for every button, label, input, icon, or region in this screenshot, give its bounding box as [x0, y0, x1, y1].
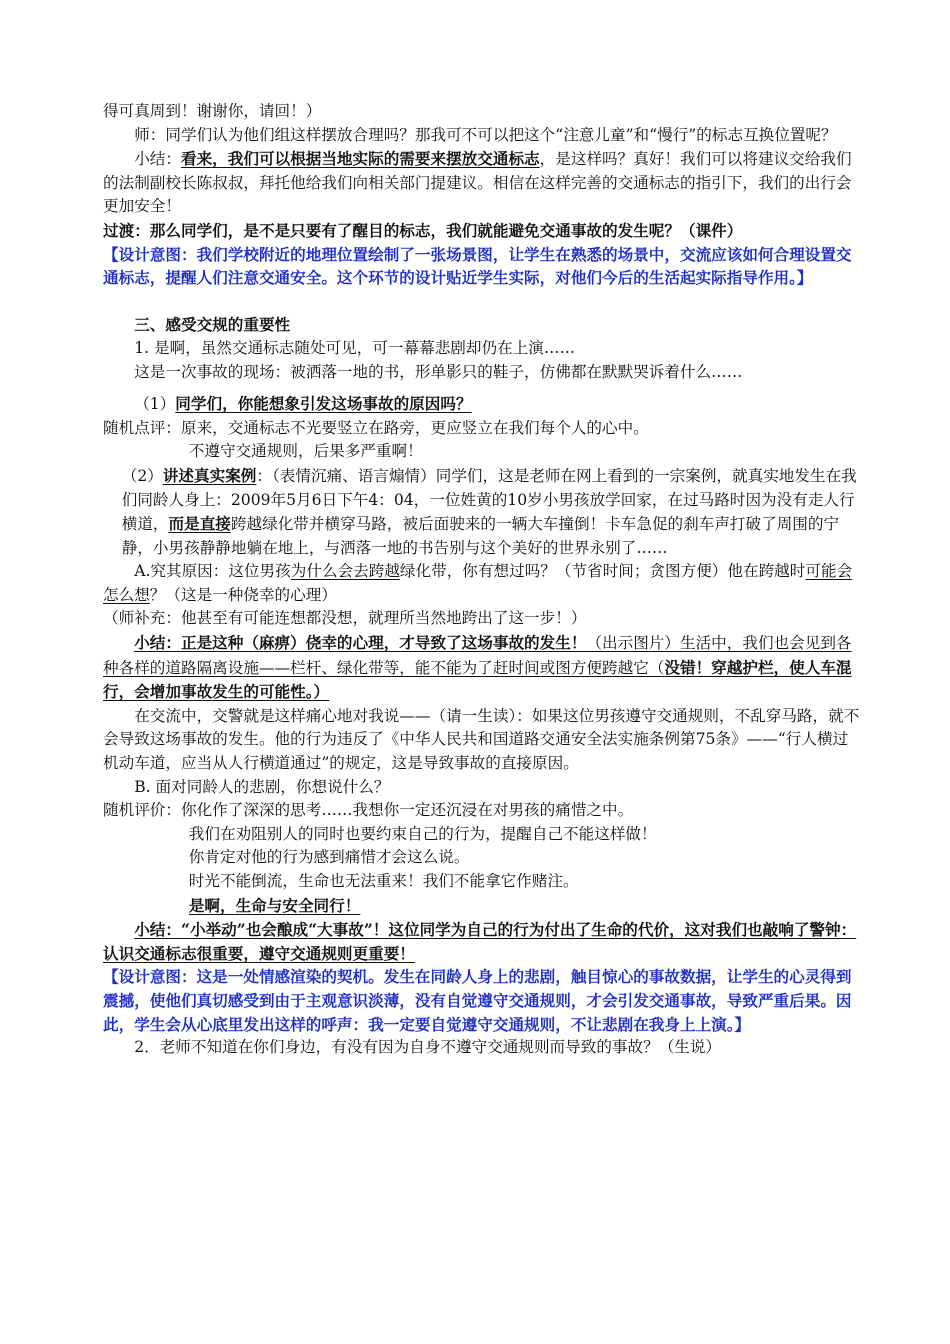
paragraph: 随机点评：原来，交通标志不光要竖立在路旁，更应竖立在我们每个人的心中。	[103, 418, 649, 437]
paragraph: 1. 是啊，虽然交通标志随处可见，可一幕幕悲剧却仍在上演……	[134, 338, 576, 357]
paragraph: 得可真周到！谢谢你，请回！）	[103, 102, 322, 120]
paragraph: 在交流中，交警就是这样痛心地对我说——（请一生读）：如果这位男孩遵守交通规则，不乱穿马路，就不会导致这场事故的发生。他的行为违反了《中华人民共和国道路交通安全法实施条例第75条》——“行人横过机动车道，应当从人行横道通过”的规定，这是导致事故的直接原因。	[103, 706, 860, 773]
question-paragraph: （1）同学们，你能想象引发这场事故的原因吗？	[134, 394, 472, 414]
paragraph: 这是一次事故的现场：被洒落一地的书，形单影只的鞋子，仿佛都在默默哭诉着什么……	[134, 362, 743, 381]
paragraph: 我们在劝阻别人的同时也要约束自己的行为，提醒自己不能这样做！	[188, 824, 657, 843]
design-intent-note: 【设计意图：我们学校附近的地理位置绘制了一张场景图，让学生在熟悉的场景中，交流应该如何合理设置交通标志，提醒人们注意交通安全。这个环节的设计贴近学生实际，对他们今后的生活起实际指导作用。】	[103, 244, 852, 288]
summary-paragraph: 小结：“小举动”也会酿成“大事故”！这位同学为自己的行为付出了生命的代价，这对我们也敲响了警钟：认识交通标志很重要，遵守交通规则更重要！	[103, 920, 857, 963]
paragraph: B. 面对同龄人的悲剧，你想说什么？	[134, 777, 390, 796]
paragraph: 2．老师不知道在你们身边，有没有因为自身不遵守交通规则而导致的事故？（生说）	[134, 1038, 722, 1057]
paragraph: 不遵守交通规则，后果多严重啊！	[188, 442, 423, 461]
design-intent-note: 【设计意图：这是一处情感渲染的契机。发生在同龄人身上的悲剧，触目惊心的事故数据，让学生的心灵得到震撼，使他们真切感受到由于主观意识淡薄，没有自觉遵守交通规则，才会引发交通事故，导致严重后果。因此，学生会从心底里发出这样的呼声：我一定要自觉遵守交通规则，不让悲剧在我身上上演。】	[103, 967, 852, 1034]
summary-paragraph: 小结：正是这种（麻痹）侥幸的心理，才导致了这场事故的发生！（出示图片）生活中，我们也会见到各种各样的道路隔离设施——栏杆、绿化带等，能不能为了赶时间或图方便跨越它（没错！穿越护栏，使人车混行，会增加事故发生的可能性。）	[103, 633, 852, 702]
paragraph: 你肯定对他的行为感到痛惜才会这么说。	[188, 848, 470, 867]
paragraph: 是啊，生命与安全同行！	[188, 895, 361, 915]
paragraph: 时光不能倒流，生命也无法重来！我们不能拿它作赌注。	[188, 872, 579, 890]
transition-paragraph: 过渡：那么同学们，是不是只要有了醒目的标志，我们就能避免交通事故的发生呢？（课件）	[103, 220, 743, 240]
summary-paragraph: 小结：看来，我们可以根据当地实际的需要来摆放交通标志，是这样吗？真好！我们可以将建议交给我们的法制副校长陈叔叔，拜托他给我们向相关部门提建议。相信在这样完善的交通标志的指引下，我们的出行会更加安全！	[103, 149, 852, 216]
paragraph: 随机评价：你化作了深深的思考……我想你一定还沉浸在对男孩的痛惜之中。	[103, 801, 634, 820]
paragraph: A.究其原因：这位男孩为什么会去跨越绿化带，你有想过吗？（节省时间；贪图方便）他在跨越时可能会怎么想？（这是一种侥幸的心理）	[103, 562, 853, 604]
case-paragraph: （2）讲述真实案例：（表情沉痛、语言煽情）同学们，这是老师在网上看到的一宗案例，就真实地发生在我们同龄人身上：2009年5月6日下午4：04，一位姓黄的10岁小男孩放学回家，在过马路时因为没有走人行横道，而是直接跨越绿化带并横穿马路，被后面驶来的一辆大车撞倒！卡车急促的刹车声打破了周围的宁静，小男孩静静地躺在地上，与洒落一地的书告别与这个美好的世界永别了……	[121, 465, 857, 557]
paragraph: （师补充：他甚至有可能连想都没想，就理所当然地跨出了这一步！）	[103, 609, 587, 628]
paragraph: 师：同学们认为他们组这样摆放合理吗？那我可不可以把这个“注意儿童”和“慢行”的标志互换位置呢？	[134, 125, 837, 144]
document-page	[103, 100, 863, 1060]
section-heading: 三、感受交规的重要性	[134, 315, 291, 335]
